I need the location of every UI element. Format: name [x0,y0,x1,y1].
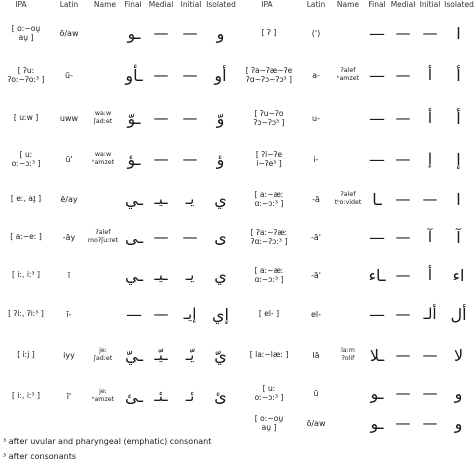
table-row [0,52,237,98]
cell-isolated: يّ [214,345,227,365]
cell-isolated: ئ [214,386,227,406]
cell-medial: — [153,24,169,42]
cell-final: — [369,304,385,324]
cell-initial: — [182,109,198,127]
cell-medial: — [395,109,411,127]
cell-initial: — [182,228,198,246]
cell-latin: ū' [65,154,73,164]
table-row [237,218,474,256]
cell-name: waːw ʰamzet [91,151,115,166]
cell-name [331,138,365,180]
cell-ipa: [ ʔaː~ʔæː ʔɑː~ʔɔː³ ] [250,227,288,246]
table-row [0,180,237,218]
cell-latin: uww [59,113,79,123]
cell-ipa: [ iːj ] [17,350,35,360]
cell-isolated: ا [456,189,461,209]
table-row [237,410,474,436]
cell-initial: — [182,24,198,42]
cell-medial: — [153,150,169,168]
cell-ipa: [ ʔi~ʔe i~ʔe³ ] [255,149,283,168]
cell-final: ـي [124,265,144,285]
cell-name [331,410,365,436]
cell-final: ـي [124,189,144,209]
cell-isolated: و [216,23,225,43]
cell-latin: -āy [62,232,76,242]
cell-medial: — [395,305,411,323]
cell-name [84,180,122,218]
table-row [0,218,237,256]
header-medial: Medial [148,0,174,9]
cell-ipa: [ uːw ] [13,113,39,123]
cell-initial: — [422,384,438,402]
cell-name: jeː ʰamzet [91,388,115,403]
cell-initial: — [182,150,198,168]
cell-final: ـو [370,383,384,403]
cell-initial: — [422,190,438,208]
cell-isolated: أ [456,108,461,128]
cell-final: — [369,108,385,128]
cell-initial: إيـ [183,305,197,323]
cell-latin: ō/aw [306,418,326,428]
cell-initial: إ [427,150,433,168]
cell-initial: أ [427,266,433,284]
cell-isolated: اء [452,265,465,285]
cell-isolated: إ [456,149,461,169]
cell-latin: ō/aw [59,28,79,38]
cell-latin: ī' [66,391,72,401]
header-initial: Initial [419,0,441,9]
cell-latin: (') [311,28,321,38]
header-initial: Initial [180,0,202,9]
header-isolated: Isolated [444,0,474,9]
table-row [237,98,474,138]
cell-ipa: [ ʔu~ʔo ʔɔ~ʔɔ³ ] [253,108,285,127]
cell-final: — [126,304,142,324]
cell-isolated: أل [450,304,467,324]
cell-isolated: ؤ [216,149,225,169]
cell-isolated: آ [456,227,461,247]
cell-ipa: [ aː~æː ɑː~ɔː³ ] [254,189,284,208]
cell-name [84,14,122,52]
cell-initial: أ [427,109,433,127]
cell-final: ـؤ [127,149,141,169]
cell-medial: — [395,66,411,84]
cell-name: ʔalef ʰamzet [336,67,360,82]
cell-final: ـأو [125,65,143,85]
cell-ipa: [ uː oː~ɔː³ ] [254,383,284,402]
cell-latin: a- [312,70,320,80]
table-row [0,376,237,416]
cell-medial: — [395,150,411,168]
table-row [237,376,474,410]
cell-initial: — [182,66,198,84]
table-row [0,98,237,138]
header-name: Name [93,0,117,9]
cell-name: ʔalef tʰoːvidet [334,191,362,206]
footnote-emphatic: ³ after uvular and pharyngeal (emphatic) consonant [3,437,212,446]
table-row [0,294,237,334]
cell-final: ـوّ [127,108,141,128]
cell-medial: — [153,109,169,127]
cell-medial: ـيّـ [154,346,168,364]
cell-isolated: أو [214,65,227,85]
cell-latin: el- [310,309,322,319]
cell-initial: يـ [185,266,195,284]
cell-ipa: [ iː, iː³ ] [12,270,40,280]
table-row [0,334,237,376]
cell-medial: — [395,24,411,42]
table-row [237,138,474,180]
cell-name [84,52,122,98]
cell-medial: — [153,66,169,84]
table-row [237,334,474,376]
cell-isolated: و [454,413,463,433]
cell-isolated: لا [453,345,464,365]
cell-name [331,376,365,410]
cell-initial: — [422,24,438,42]
cell-final: ـى [124,227,144,247]
cell-medial: — [395,346,411,364]
cell-medial: ـيـ [154,190,168,208]
table-row [0,14,237,52]
cell-ipa: [ el- ] [258,309,280,319]
cell-latin: ī- [66,309,72,319]
cell-name [331,256,365,294]
cell-initial: — [422,346,438,364]
cell-latin: ū- [65,70,73,80]
cell-latin: ē/ay [60,194,78,204]
cell-final: ـلا [369,345,385,365]
cell-name [331,218,365,256]
cell-final: ـو [127,23,141,43]
cell-initial: يّـ [185,346,195,364]
cell-name: ʔalef moʔʃuːret [87,229,119,244]
cell-ipa: [ ʔ ] [261,28,277,38]
cell-isolated: وّ [216,108,225,128]
cell-ipa: [ aː~eː ] [10,232,42,242]
cell-isolated: ا [456,23,461,43]
cell-medial: — [395,228,411,246]
table-row [237,294,474,334]
cell-isolated: ي [214,189,227,209]
cell-isolated: و [454,383,463,403]
cell-latin: i- [313,154,319,164]
cell-medial: — [395,384,411,402]
cell-latin: u- [312,113,320,123]
cell-latin: ī [67,270,71,280]
cell-name [84,256,122,294]
cell-name [331,14,365,52]
cell-ipa: [ ʔuː ʔoː~ʔoː³ ] [7,65,45,84]
cell-medial: ـئـ [154,387,168,405]
cell-medial: — [153,228,169,246]
table-row [237,256,474,294]
cell-initial: ئـ [185,387,195,405]
cell-ipa: [ oː~oṷ aṷ ] [11,23,41,42]
table-row [237,52,474,98]
cell-medial: ـيـ [154,266,168,284]
cell-name: waːw ʃadːet [93,110,113,125]
header-final: Final [124,0,142,9]
cell-ipa: [ ʔa~ʔæ~ʔe ʔɑ~ʔɔ~ʔɔ³ ] [245,65,293,84]
cell-name [84,294,122,334]
cell-final: ـو [370,413,384,433]
table-row [237,180,474,218]
cell-initial: آ [427,228,433,246]
cell-ipa: [ iː, iː³ ] [12,391,40,401]
cell-latin: iyy [63,350,75,360]
header-isolated: Isolated [206,0,236,9]
cell-latin: lā [312,350,320,360]
cell-medial: — [395,414,411,432]
cell-final: — [369,65,385,85]
cell-name [331,294,365,334]
cell-isolated: إي [212,304,229,324]
table-row [0,138,237,180]
cell-final: ـاء [368,265,386,285]
cell-final: ـا [372,189,382,209]
cell-final: — [369,23,385,43]
cell-ipa: [ uː oː~ɔː³ ] [11,149,41,168]
table-row [237,14,474,52]
cell-isolated: ى [214,227,227,247]
cell-name: jeː ʃadːet [93,347,113,362]
header-latin: Latin [59,0,79,9]
cell-latin: -ā' [311,270,321,280]
cell-final: ـيّ [124,345,144,365]
header-latin: Latin [306,0,326,9]
cell-final: ـئ [124,386,144,406]
cell-name: laːm ʔolif [341,347,355,362]
cell-initial: ألـ [423,305,437,323]
cell-name [331,98,365,138]
cell-initial: — [422,414,438,432]
cell-isolated: ي [214,265,227,285]
footnote-consonants: ³ after consonants [3,452,76,461]
cell-medial: — [153,305,169,323]
header-name: Name [336,0,360,9]
cell-medial: — [395,190,411,208]
header-medial: Medial [390,0,416,9]
cell-ipa: [ oː~oṷ aṷ ] [254,413,284,432]
cell-ipa: [ aː~æː ɑː~ɔː³ ] [254,265,284,284]
cell-isolated: أ [456,65,461,85]
cell-initial: أ [427,66,433,84]
cell-medial: — [395,266,411,284]
cell-latin: -ā' [311,232,321,242]
table-row [0,256,237,294]
cell-ipa: [ ʔiː, ʔiː³ ] [8,309,44,319]
cell-latin: ū [313,388,319,398]
header-final: Final [368,0,386,9]
cell-final: — [369,227,385,247]
cell-ipa: [ laː~læː ] [249,350,289,360]
header-ipa: IPA [261,0,273,9]
cell-final: — [369,149,385,169]
header-ipa: IPA [15,0,27,9]
cell-initial: يـ [185,190,195,208]
cell-ipa: [ eː, aɪ̯ ] [10,194,42,204]
cell-latin: -ā [312,194,320,204]
